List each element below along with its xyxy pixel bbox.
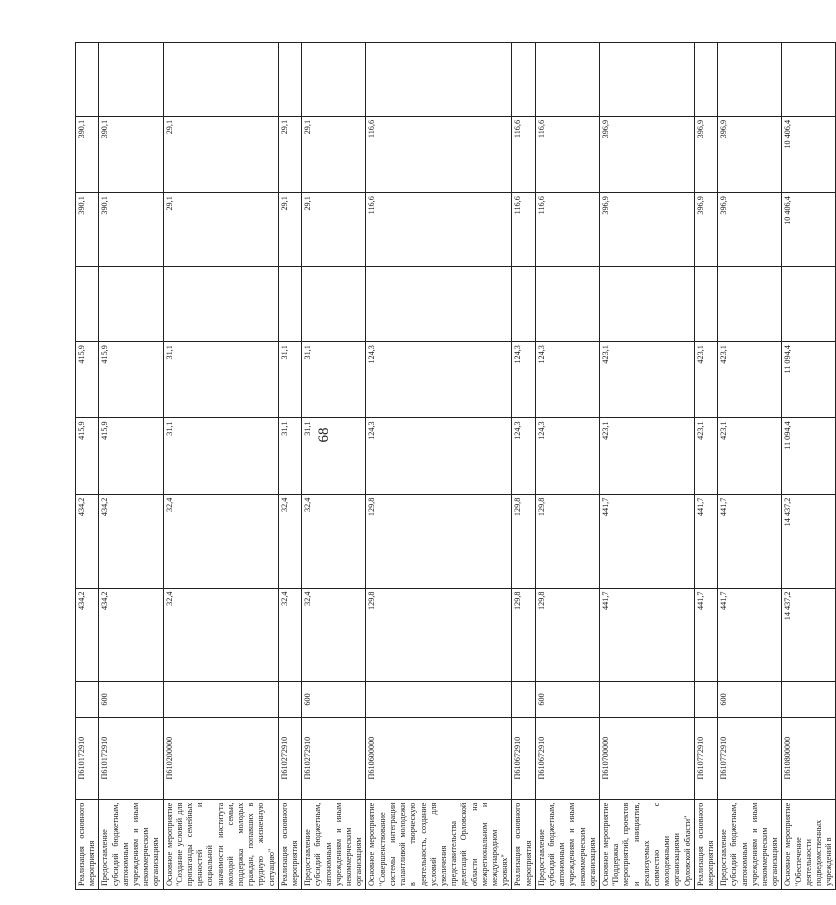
row-amount: 423,1 xyxy=(599,418,694,494)
table-row xyxy=(718,43,782,890)
row-description: Основное мероприятие "Создание условий для пропаганды семейных ценностей и социальной значимости института молодой семьи, поддержка молодых граждан, попавших в трудную жизненную ситуацию" xyxy=(163,799,278,889)
row-amount xyxy=(366,43,512,117)
row-amount: 423,1 xyxy=(599,342,694,418)
table-row xyxy=(782,43,836,890)
row-budget-code: П610172910 xyxy=(76,717,99,799)
row-amount xyxy=(99,43,163,117)
row-amount: 31,1 xyxy=(302,418,366,494)
row-amount: 434,2 xyxy=(76,588,99,682)
table-row xyxy=(278,43,301,890)
row-amount: 11 094,4 xyxy=(782,418,836,494)
row-budget-code: П610772910 xyxy=(718,717,782,799)
row-amount xyxy=(99,267,163,342)
row-amount: 441,7 xyxy=(599,588,694,682)
row-amount: 31,1 xyxy=(278,342,301,418)
row-amount xyxy=(366,267,512,342)
page-number: 68 xyxy=(316,427,332,443)
row-description: Реализация основного мероприятия xyxy=(278,799,301,889)
row-amount xyxy=(782,43,836,117)
row-amount xyxy=(694,267,717,342)
row-expense-type: 600 xyxy=(535,682,599,717)
row-amount: 32,4 xyxy=(278,588,301,682)
row-amount: 29,1 xyxy=(302,193,366,267)
row-amount: 129,8 xyxy=(366,494,512,588)
row-amount: 29,1 xyxy=(163,116,278,192)
row-amount: 29,1 xyxy=(278,193,301,267)
row-amount: 124,3 xyxy=(512,342,535,418)
row-amount xyxy=(782,267,836,342)
table-row xyxy=(302,43,366,890)
row-amount: 415,9 xyxy=(76,418,99,494)
row-amount: 390,1 xyxy=(99,116,163,192)
row-amount: 116,6 xyxy=(512,116,535,192)
row-amount: 10 406,4 xyxy=(782,116,836,192)
row-amount: 32,4 xyxy=(163,588,278,682)
row-amount: 441,7 xyxy=(718,494,782,588)
row-amount xyxy=(599,43,694,117)
row-budget-code: П610772910 xyxy=(694,717,717,799)
row-amount xyxy=(599,267,694,342)
row-expense-type xyxy=(366,682,512,717)
table-row xyxy=(694,43,717,890)
row-amount xyxy=(278,43,301,117)
row-amount: 129,8 xyxy=(535,494,599,588)
row-budget-code: П610672910 xyxy=(535,717,599,799)
row-description: Предоставление субсидий бюджетным, автономным учреждениям и иным некоммерческим организациям xyxy=(535,799,599,889)
row-amount: 441,7 xyxy=(694,494,717,588)
row-amount xyxy=(512,43,535,117)
row-expense-type: 600 xyxy=(718,682,782,717)
row-amount: 129,8 xyxy=(535,588,599,682)
row-amount: 423,1 xyxy=(694,342,717,418)
row-amount: 116,6 xyxy=(535,116,599,192)
table-row xyxy=(366,43,512,890)
row-amount: 32,4 xyxy=(163,494,278,588)
table-row xyxy=(535,43,599,890)
row-amount xyxy=(302,267,366,342)
row-amount: 31,1 xyxy=(163,342,278,418)
row-amount: 32,4 xyxy=(302,494,366,588)
row-amount: 32,4 xyxy=(278,494,301,588)
row-amount: 116,6 xyxy=(512,193,535,267)
row-amount: 124,3 xyxy=(535,418,599,494)
row-amount: 31,1 xyxy=(278,418,301,494)
row-budget-code: П610600000 xyxy=(366,717,512,799)
row-amount: 434,2 xyxy=(99,588,163,682)
row-amount xyxy=(512,267,535,342)
table-row xyxy=(512,43,535,890)
row-amount: 31,1 xyxy=(163,418,278,494)
row-amount xyxy=(535,267,599,342)
row-description: Основное мероприятие "Поддержка мероприятий, проектов и инициатив, реализуемых совместно с молодежными организациями Орловской области" xyxy=(599,799,694,889)
row-amount: 441,7 xyxy=(718,588,782,682)
row-budget-code: П610800000 xyxy=(782,717,836,799)
row-description: Предоставление субсидий бюджетным, автономным учреждениям и иным некоммерческим организациям xyxy=(718,799,782,889)
row-description: Реализация основного мероприятия xyxy=(694,799,717,889)
row-amount xyxy=(76,43,99,117)
row-amount: 116,6 xyxy=(366,116,512,192)
row-amount: 396,9 xyxy=(694,116,717,192)
row-budget-code: П610172910 xyxy=(99,717,163,799)
row-amount: 116,6 xyxy=(535,193,599,267)
row-amount: 29,1 xyxy=(278,116,301,192)
row-amount: 390,1 xyxy=(99,193,163,267)
row-amount: 14 437,2 xyxy=(782,588,836,682)
row-amount: 31,1 xyxy=(302,342,366,418)
row-amount: 129,8 xyxy=(512,494,535,588)
table-row xyxy=(163,43,278,890)
row-amount: 29,1 xyxy=(163,193,278,267)
row-expense-type: 600 xyxy=(302,682,366,717)
row-amount: 10 406,4 xyxy=(782,193,836,267)
row-amount xyxy=(694,43,717,117)
row-description: Реализация основного мероприятия xyxy=(512,799,535,889)
row-amount: 396,9 xyxy=(694,193,717,267)
row-budget-code: П610272910 xyxy=(302,717,366,799)
row-amount: 11 094,4 xyxy=(782,342,836,418)
row-description: Предоставление субсидий бюджетным, автономным учреждениям и иным некоммерческим организациям xyxy=(302,799,366,889)
row-amount: 396,9 xyxy=(718,116,782,192)
row-description: Основное мероприятие "Совершенствование системы интеграции талантливой молодежи в творческую деятельность, создание условий для увеличения представительства делегаций Орловской области на межрегиональном и международном уровнях" xyxy=(366,799,512,889)
table-body xyxy=(76,43,836,890)
row-amount: 124,3 xyxy=(366,418,512,494)
row-expense-type xyxy=(278,682,301,717)
row-amount: 415,9 xyxy=(99,342,163,418)
row-budget-code: П610200000 xyxy=(163,717,278,799)
row-expense-type: 600 xyxy=(99,682,163,717)
row-description: Реализация основного мероприятия xyxy=(76,799,99,889)
row-amount: 434,2 xyxy=(76,494,99,588)
row-amount: 423,1 xyxy=(718,342,782,418)
row-amount: 423,1 xyxy=(718,418,782,494)
row-expense-type xyxy=(782,682,836,717)
row-expense-type xyxy=(163,682,278,717)
table-row xyxy=(599,43,694,890)
row-description: Основное мероприятие "Обеспечение деятельности подведомственных учреждений в xyxy=(782,799,836,889)
row-amount: 29,1 xyxy=(302,116,366,192)
row-amount xyxy=(718,267,782,342)
row-amount: 415,9 xyxy=(76,342,99,418)
row-amount: 124,3 xyxy=(512,418,535,494)
row-amount: 390,1 xyxy=(76,193,99,267)
row-amount: 396,9 xyxy=(599,193,694,267)
row-amount xyxy=(718,43,782,117)
row-amount: 14 437,2 xyxy=(782,494,836,588)
row-amount xyxy=(76,267,99,342)
row-amount: 396,9 xyxy=(599,116,694,192)
row-amount xyxy=(278,267,301,342)
row-amount: 129,8 xyxy=(366,588,512,682)
table-row xyxy=(99,43,163,890)
row-amount: 116,6 xyxy=(366,193,512,267)
row-amount: 124,3 xyxy=(535,342,599,418)
row-budget-code: П610272910 xyxy=(278,717,301,799)
row-amount xyxy=(535,43,599,117)
row-expense-type xyxy=(76,682,99,717)
row-amount: 423,1 xyxy=(694,418,717,494)
table-row xyxy=(76,43,99,890)
row-budget-code: П610672910 xyxy=(512,717,535,799)
row-amount: 441,7 xyxy=(694,588,717,682)
row-budget-code: П610700000 xyxy=(599,717,694,799)
row-amount: 124,3 xyxy=(366,342,512,418)
row-amount: 441,7 xyxy=(599,494,694,588)
row-expense-type xyxy=(599,682,694,717)
row-amount xyxy=(163,43,278,117)
row-amount: 32,4 xyxy=(302,588,366,682)
row-amount: 129,8 xyxy=(512,588,535,682)
row-expense-type xyxy=(694,682,717,717)
row-amount: 434,2 xyxy=(99,494,163,588)
row-amount xyxy=(302,43,366,117)
row-description: Предоставление субсидий бюджетным, автономным учреждениям и иным некоммерческим организациям xyxy=(99,799,163,889)
row-amount: 396,9 xyxy=(718,193,782,267)
row-amount: 415,9 xyxy=(99,418,163,494)
row-amount: 390,1 xyxy=(76,116,99,192)
rotated-table-container xyxy=(75,42,834,890)
budget-table xyxy=(75,42,836,890)
row-amount xyxy=(163,267,278,342)
row-expense-type xyxy=(512,682,535,717)
